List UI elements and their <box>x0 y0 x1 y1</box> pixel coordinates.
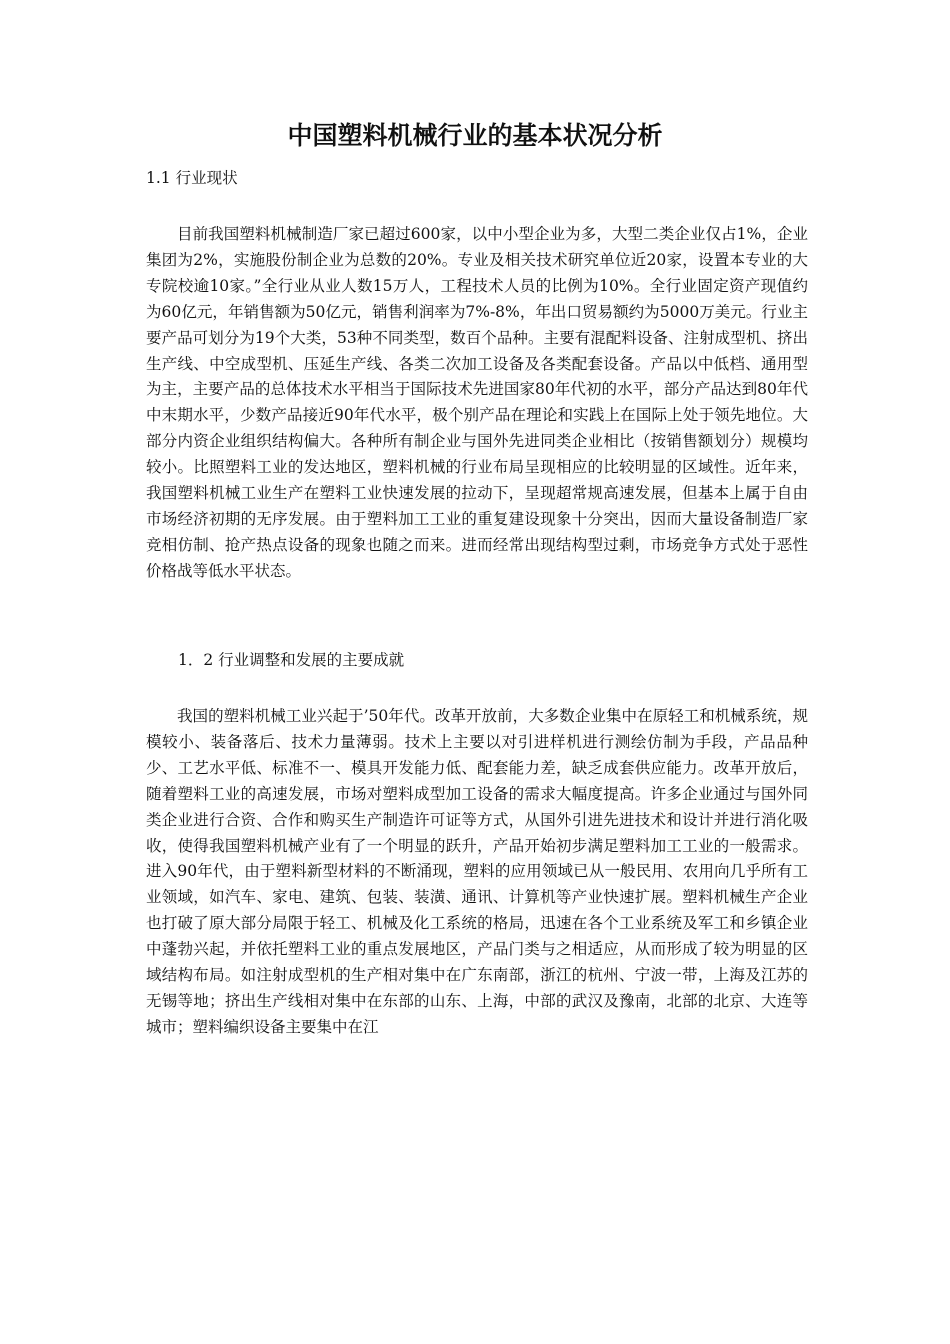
section-1-2-paragraph: 我国的塑料机械工业兴起于’50年代。改革开放前，大多数企业集中在原轻工和机械系统，规模较小、装备落后、技术力量薄弱。技术上主要以对引进样机进行测绘仿制为手段，产品品种少、工艺水平低、标准不一、模具开发能力低、配套能力差，缺乏成套供应能力。改革开放后，随着塑料工业的高速发展，市场对塑料成型加工设备的需求大幅度提高。许多企业通过与国外同类企业进行合资、合作和购买生产制造许可证等方式，从国外引进先进技术和设计并进行消化吸收，使得我国塑料机械产业有了一个明显的跃升，产品开始初步满足塑料加工工业的一般需求。进入90年代，由于塑料新型材料的不断涌现，塑料的应用领域已从一般民用、农用向几乎所有工业领域，如汽车、家电、建筑、包装、装潢、通讯、计算机等产业快速扩展。塑料机械生产企业也打破了原大部分局限于轻工、机械及化工系统的格局，迅速在各个工业系统及军工和乡镇企业中蓬勃兴起，并依托塑料工业的重点发展地区，产品门类与之相适应，从而形成了较为明显的区域结构布局。如注射成型机的生产相对集中在广东南部，浙江的杭州、宁波一带，上海及江苏的无锡等地；挤出生产线相对集中在东部的山东、上海，中部的武汉及豫南，北部的北京、大连等城市；塑料编织设备主要集中在江 <box>146 707 808 1036</box>
section-heading-1-1: 1.1 行业现状 <box>146 169 238 187</box>
section-1-1-paragraph: 目前我国塑料机械制造厂家已超过600家，以中小型企业为多，大型二类企业仅占1%，企业集团为2%，实施股份制企业为总数的20%。专业及相关技术研究单位近20家，设置本专业的大专院校逾10家。”全行业从业人数15万人，工程技术人员的比例为10%。全行业固定资产现值约为60亿元，年销售额为50亿元，销售利润率为7%-8%，年出口贸易额约为5000万美元。行业主要产品可划分为19个大类，53种不同类型，数百个品种。主要有混配料设备、注射成型机、挤出生产线、中空成型机、压延生产线、各类二次加工设备及各类配套设备。产品以中低档、通用型为主，主要产品的总体技术水平相当于国际技术先进国家80年代初的水平，部分产品达到80年代中末期水平，少数产品接近90年代水平，极个别产品在理论和实践上在国际上处于领先地位。大部分内资企业组织结构偏大。各种所有制企业与国外先进同类企业相比（按销售额划分）规模均较小。比照塑料工业的发达地区，塑料机械的行业布局呈现相应的比较明显的区域性。近年来，我国塑料机械工业生产在塑料工业快速发展的拉动下，呈现超常规高速发展，但基本上属于自由市场经济初期的无序发展。由于塑料加工工业的重复建设现象十分突出，因而大量设备制造厂家竞相仿制、抢产热点设备的现象也随之而来。进而经常出现结构型过剩，市场竞争方式处于恶性价格战等低水平状态。 <box>146 225 808 580</box>
document-title: 中国塑料机械行业的基本状况分析 <box>287 121 663 150</box>
section-heading-1-2: 1．2 行业调整和发展的主要成就 <box>178 651 405 669</box>
